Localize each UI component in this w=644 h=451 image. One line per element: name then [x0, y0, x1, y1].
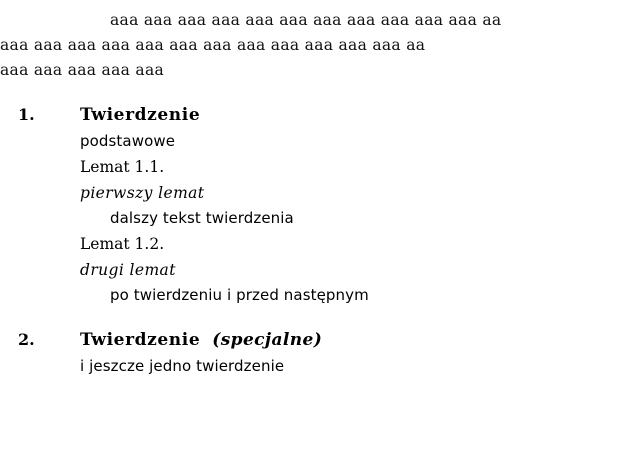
- theorem-heading: [18, 330, 644, 354]
- intro-line-2: aaa aaa aaa aaa aaa aaa aaa aaa aaa aaa aaa aaa aa: [0, 36, 426, 54]
- theorem-title: Twierdzenie: [80, 105, 201, 125]
- theorem-heading: [18, 105, 644, 129]
- intro-line-1: aaa aaa aaa aaa aaa aaa aaa aaa aaa aaa aaa aa: [110, 11, 502, 29]
- lemma-text: pierwszy lemat: [80, 184, 205, 202]
- theorem-body: [80, 354, 644, 379]
- theorem-line: i jeszcze jedno twierdzenie: [80, 357, 285, 375]
- lemma-label: Lemat 1.1.: [80, 158, 165, 176]
- intro-line-3: aaa aaa aaa aaa aaa: [0, 61, 165, 79]
- theorem-line: podstawowe: [80, 132, 176, 150]
- theorem-number: 1.: [18, 105, 35, 124]
- theorem-title: Twierdzenie: [80, 330, 201, 350]
- theorem-line: dalszy tekst twierdzenia: [110, 209, 294, 227]
- theorem-body: [80, 129, 644, 308]
- lemma-label: Lemat 1.2.: [80, 235, 165, 253]
- theorem-line: po twierdzeniu i przed następnym: [110, 286, 369, 304]
- theorem-item-2: [18, 330, 644, 379]
- lemma-text: drugi lemat: [80, 261, 176, 279]
- theorem-item-1: [18, 105, 644, 308]
- theorem-number: 2.: [18, 330, 35, 349]
- intro-paragraph: [0, 8, 640, 83]
- theorem-qualifier: (specjalne): [212, 330, 323, 350]
